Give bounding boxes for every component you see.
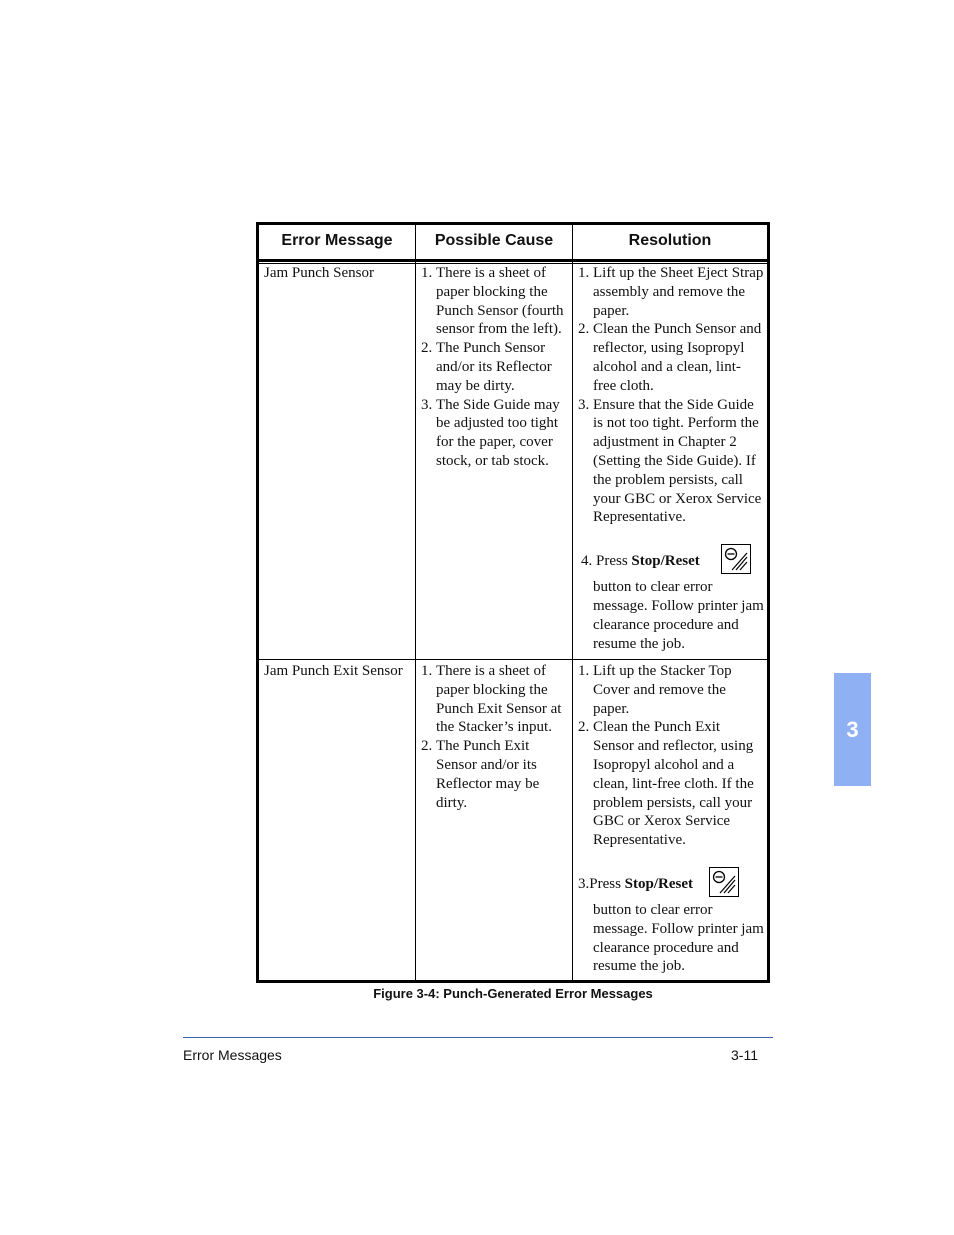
item-number: 3. <box>578 396 590 413</box>
item-number: 2. <box>421 738 433 755</box>
item-text: Clean the Punch Sensor and reflector, using Isopropyl alcohol and a clean, lint-free cloth. <box>593 321 762 394</box>
possible-cause-cell <box>421 662 569 812</box>
press-text <box>581 552 700 571</box>
button-name: Stop/Reset <box>624 875 693 892</box>
press-prefix: Press <box>589 875 621 892</box>
list-item <box>421 339 569 395</box>
button-name: Stop/Reset <box>631 553 700 570</box>
item-text: The Punch Exit Sensor and/or its Reflector may be dirty. <box>436 738 540 811</box>
possible-cause-cell <box>421 264 569 471</box>
row-divider <box>259 659 767 660</box>
item-text: Clean the Punch Exit Sensor and reflector, using Isopropyl alcohol and a clean, lint-free cloth. If the problem persists, call your GBC or Xerox Service Representative. <box>593 719 754 849</box>
press-instruction <box>578 867 764 901</box>
footer-rule <box>183 1037 773 1038</box>
list-item <box>578 396 764 528</box>
item-text: The Punch Sensor and/or its Reflector may be dirty. <box>436 340 552 394</box>
resolution-cell <box>578 264 764 653</box>
press-text <box>578 875 693 894</box>
list-item <box>421 396 569 471</box>
chapter-number: 3 <box>846 716 859 742</box>
column-divider <box>415 225 416 980</box>
item-text: Lift up the Stacker Top Cover and remove the paper. <box>593 663 732 717</box>
figure-caption: Figure 3-4: Punch-Generated Error Messages <box>373 986 653 1001</box>
list-item <box>421 737 569 812</box>
stop-reset-icon <box>709 867 739 897</box>
resolution-cell <box>578 662 764 976</box>
error-message-cell <box>264 662 412 681</box>
stop-reset-icon <box>721 544 751 574</box>
item-text: Lift up the Sheet Eject Strap assembly and remove the paper. <box>593 265 764 319</box>
after-press-text: button to clear error message. Follow printer jam clearance procedure and resume the job. <box>593 579 764 652</box>
item-number: 1. <box>421 265 433 281</box>
list-item <box>578 662 764 718</box>
item-number: 1. <box>421 663 433 679</box>
header-rule <box>259 259 767 262</box>
list-item <box>578 264 764 320</box>
item-number: 2. <box>578 321 590 338</box>
list-item <box>578 718 764 850</box>
item-text: There is a sheet of paper blocking the Punch Exit Sensor at the Stacker’s input. <box>436 663 562 736</box>
header-possible-cause: Possible Cause <box>434 232 554 249</box>
item-text: The Side Guide may be adjusted too tight for the paper, cover stock, or tab stock. <box>436 396 560 469</box>
item-number: 2. <box>421 340 433 357</box>
item-number: 3. <box>578 875 590 892</box>
item-number: 3. <box>421 396 433 413</box>
footer-page-number: 3-11 <box>731 1047 758 1063</box>
error-message-cell <box>264 264 412 283</box>
item-number: 2. <box>578 719 590 736</box>
column-divider <box>572 225 573 980</box>
after-press-text: button to clear error message. Follow printer jam clearance procedure and resume the job. <box>593 901 764 975</box>
item-number: 1. <box>578 265 590 281</box>
list-item <box>421 264 569 339</box>
list-item <box>421 662 569 737</box>
press-prefix: Press <box>596 553 628 570</box>
item-number: 1. <box>578 663 590 679</box>
item-text: There is a sheet of paper blocking the Punch Sensor (fourth sensor from the left). <box>436 265 564 338</box>
header-resolution: Resolution <box>628 232 712 249</box>
header-error-message: Error Message <box>281 232 393 249</box>
chapter-tab <box>834 673 871 786</box>
error-message-text: Jam Punch Exit Sensor <box>264 663 403 679</box>
footer-section-title: Error Messages <box>183 1047 282 1063</box>
error-message-text: Jam Punch Sensor <box>264 265 374 281</box>
list-item <box>578 320 764 395</box>
press-instruction <box>578 544 764 578</box>
error-messages-table <box>256 222 770 983</box>
item-text: Ensure that the Side Guide is not too tight. Perform the adjustment in Chapter 2 (Setting the Side Guide). If the problem persists, call your GBC or Xerox Service Representative. <box>593 396 762 526</box>
item-number: 4. <box>581 553 593 570</box>
